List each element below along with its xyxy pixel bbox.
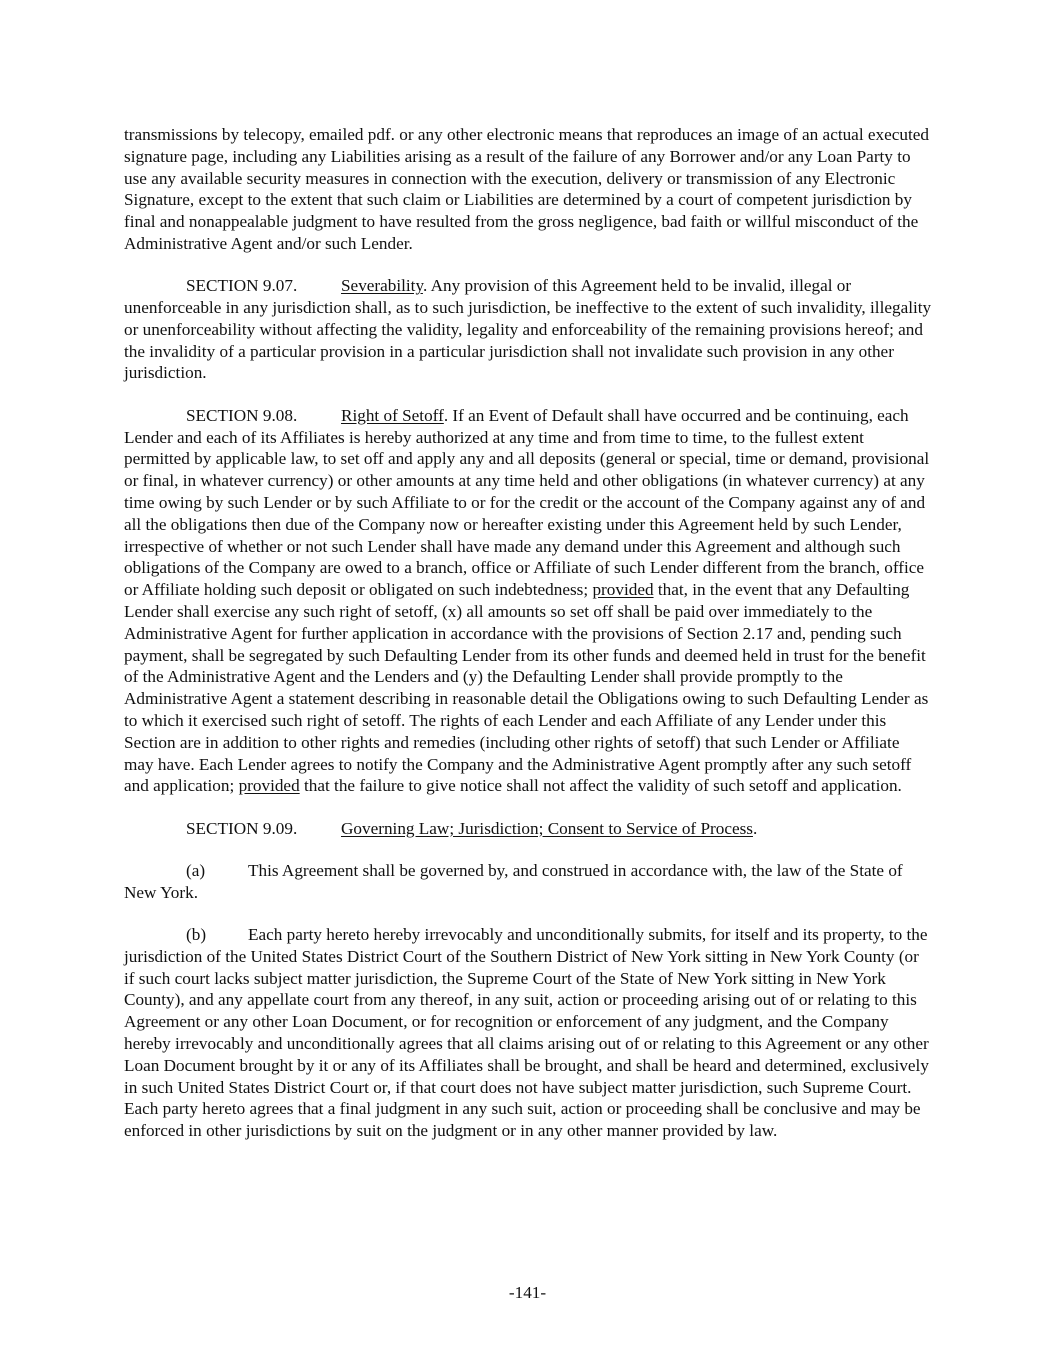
subsection-label: (a) [186, 860, 206, 880]
section-text-2: that, in the event that any Defaulting Lender shall exercise any such right of setoff, (x) all amounts so set off shall be paid over immediately to the Administrative Agent for further application in accordance with the provisions of Section 2.17 and, pending such payment, shall be segregated by such Defaulting Lender from its other funds and deemed held in trust for the benefit of the Administrative Agent and the Lenders and (y) the Defaulting Lender shall provide promptly to the Administrative Agent a statement describing in reasonable detail the Obligations owing to such Defaulting Lender as to which it exercised such right of setoff. The rights of each Lender and each Affiliate of any Lender under this Section are in addition to other rights and remedies (including other rights of setoff) that such Lender or Affiliate may have. Each Lender agrees to notify the Company and the Administrative Agent promptly after any such setoff and application; [124, 580, 929, 796]
section-number: SECTION 9.09. [186, 818, 298, 838]
section-title: Right of Setoff [341, 405, 444, 425]
section-number: SECTION 9.07. [186, 276, 298, 296]
subsection-text: This Agreement shall be governed by, and construed in accordance with, the law of the State of New York. [124, 860, 903, 902]
subsection-text: Each party hereto hereby irrevocably and unconditionally submits, for itself and its property, to the jurisdiction of the United States District Court of the Southern District of New York sitting in New York County (or if such court lacks subject matter jurisdiction, the Supreme Court of the State of New York sitting in New York County), and any appellate court from any thereof, in any suit, action or proceeding arising out of or relating to this Agreement or any other Loan Document, or for recognition or enforcement of any judgment, and the Company hereby irrevocably and unconditionally agrees that all claims arising out of or relating to this Agreement or any other Loan Document brought by it or any of its Affiliates shall be brought, and shall be heard and determined, exclusively in such United States District Court or, if that court does not have subject matter jurisdiction, such Supreme Court. Each party hereto agrees that a final judgment in any such suit, action or proceeding shall be conclusive and may be enforced in other jurisdictions by suit on the judgment or in any other manner provided by law. [124, 925, 929, 1141]
subsection-b [124, 924, 932, 1142]
page-number: -141- [508, 1283, 547, 1302]
section-9-09 [124, 818, 932, 840]
provided-term-2: provided [238, 776, 300, 796]
subsection-a [124, 860, 932, 904]
section-9-08 [124, 405, 932, 797]
section-number: SECTION 9.08. [186, 405, 298, 425]
subsection-label: (b) [186, 925, 207, 944]
section-title: Severability [341, 276, 423, 296]
section-text-1: . If an Event of Default shall have occurred and be continuing, each Lender and each of its Affiliates is hereby authorized at any time and from time to time, to the fullest extent permitted by applicable law, to set off and apply any and all deposits (general or special, time or demand, provisional or final, in whatever currency) or other amounts at any time held and other obligations (in whatever currency) at any time owing by such Lender or by such Affiliate to or for the credit or the account of the Company against any of and all the obligations then due of the Company now or hereafter existing under this Agreement held by such Lender, irrespective of whether or not such Lender shall have made any demand under this Agreement and although such obligations of the Company are owed to a branch, office or Affiliate of such Lender different from the branch, office or Affiliate holding such deposit or obligated on such indebtedness; [124, 405, 930, 600]
section-text: . Any provision of this Agreement held to be invalid, illegal or unenforceable in any jurisdiction shall, as to such jurisdiction, be ineffective to the extent of such invalidity, illegality or unenforceability without affecting the validity, legality and enforceability of the remaining provisions hereof; and the invalidity of a particular provision in a particular jurisdiction shall not invalidate such provision in any other jurisdiction. [124, 276, 932, 383]
continued-paragraph [124, 124, 932, 255]
section-text-3: that the failure to give notice shall not affect the validity of such setoff and application. [299, 776, 902, 796]
section-title-period: . [752, 818, 758, 838]
continued-text: transmissions by telecopy, emailed pdf. or any other electronic means that reproduces an image of an actual executed signature page, including any Liabilities arising as a result of the failure of any Borrower and/or any Loan Party to use any available security measures in connection with the execution, delivery or transmission of any Electronic Signature, except to the extent that such claim or Liabilities are determined by a court of competent jurisdiction by final and nonappealable judgment to have resulted from the gross negligence, bad faith or willful misconduct of the Administrative Agent and/or such Lender. [124, 125, 929, 253]
provided-term-1: provided [592, 580, 654, 600]
document-body [124, 124, 932, 1162]
section-9-07 [124, 275, 932, 384]
section-title: Governing Law; Jurisdiction; Consent to Service of Process [341, 818, 753, 838]
